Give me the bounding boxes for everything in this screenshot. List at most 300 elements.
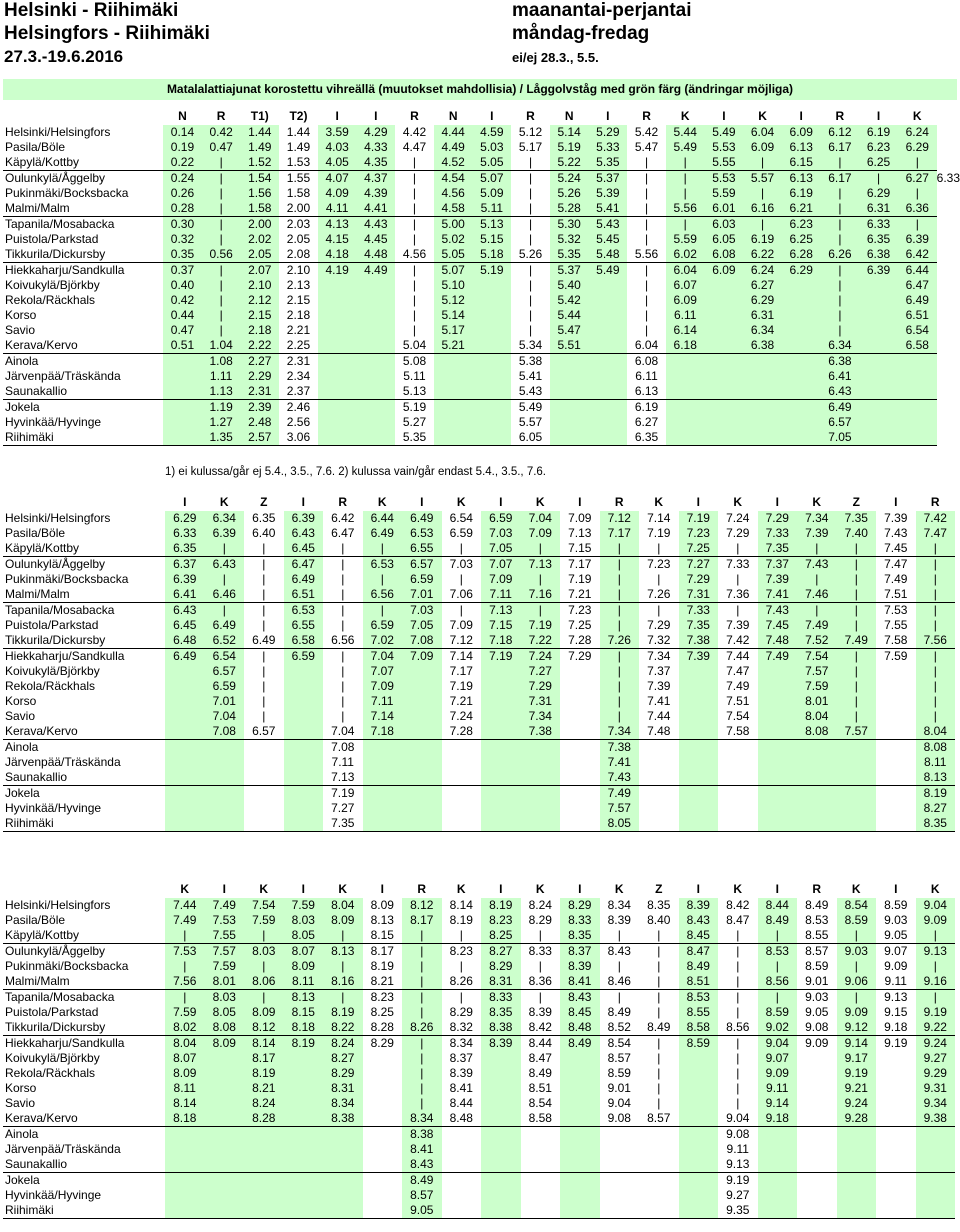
departure-time: 7.17 [449, 664, 473, 678]
station-name: Puistola/Parkstad [5, 232, 99, 246]
departure-time [481, 1096, 521, 1111]
departure-time: 6.49 [205, 618, 245, 633]
station-row [3, 816, 955, 832]
departure-time: 4.42 [402, 125, 427, 139]
departure-time: 9.01 [797, 974, 837, 990]
departure-time [639, 801, 679, 816]
departure-time [758, 1157, 798, 1173]
departure-time: 7.47 [726, 664, 750, 678]
train-letter: R [526, 108, 535, 123]
departure-time [600, 1188, 640, 1203]
departure-time [876, 1142, 916, 1157]
departure-time: | [402, 1051, 442, 1066]
station-row [3, 140, 960, 155]
departure-time [205, 1127, 245, 1143]
departure-time [859, 430, 898, 446]
timetable-2 [3, 493, 955, 832]
departure-time [521, 801, 561, 816]
departure-time: 7.39 [679, 649, 719, 665]
departure-time: 8.44 [449, 1096, 473, 1110]
station-name: Ainola [5, 354, 39, 368]
departure-time: | [718, 928, 758, 944]
departure-time: | [758, 928, 798, 944]
departure-time: 7.34 [600, 724, 640, 740]
departure-time [679, 1081, 719, 1096]
departure-time: | [323, 541, 363, 557]
departure-time [837, 755, 877, 770]
departure-time [356, 354, 395, 370]
departure-time [205, 1081, 245, 1096]
departure-time [284, 770, 324, 786]
departure-time [442, 1173, 482, 1189]
departure-time [205, 1142, 245, 1157]
station-row [3, 1036, 955, 1052]
departure-time: 8.29 [370, 1036, 394, 1050]
departure-time: | [363, 603, 403, 619]
departure-time [165, 786, 205, 802]
departure-time [743, 415, 782, 430]
departure-time: 7.26 [639, 587, 679, 603]
departure-time [705, 400, 744, 416]
departure-time: 8.31 [481, 974, 521, 990]
departure-time: 7.49 [797, 618, 837, 633]
departure-time: 7.55 [205, 928, 245, 944]
departure-time: 6.33 [165, 526, 205, 541]
departure-time: | [916, 649, 956, 665]
departure-time: | [363, 541, 403, 557]
departure-time: | [736, 990, 740, 1004]
departure-time: 8.46 [600, 974, 640, 990]
departure-time: 6.59 [481, 511, 521, 526]
departure-time: | [743, 155, 782, 171]
departure-time [284, 709, 324, 724]
station-row [3, 308, 960, 323]
departure-time: 1.44 [240, 125, 279, 140]
departure-time: 8.14 [449, 898, 473, 912]
departure-time: | [395, 155, 434, 171]
departure-time [898, 400, 937, 416]
departure-time [600, 1142, 640, 1157]
departure-time: 2.18 [240, 323, 279, 338]
departure-time [244, 816, 284, 832]
departure-time: 2.00 [240, 217, 279, 233]
departure-time: 0.44 [163, 308, 202, 323]
departure-time: 8.43 [607, 944, 631, 958]
departure-time [473, 338, 512, 354]
departure-time [356, 293, 395, 308]
departure-time: 6.01 [705, 201, 744, 217]
departure-time: 8.01 [205, 974, 245, 990]
departure-time: 4.48 [356, 247, 395, 263]
departure-time: 6.35 [165, 541, 205, 557]
departure-time [666, 415, 705, 430]
departure-time: 7.27 [331, 801, 355, 815]
station-row [3, 679, 955, 694]
departure-time: | [511, 155, 550, 171]
departure-time: | [617, 959, 621, 973]
train-letter: K [733, 494, 743, 509]
departure-time: 1.49 [240, 140, 279, 155]
departure-time [165, 1173, 205, 1189]
departure-time: | [402, 1036, 442, 1052]
departure-time: 5.11 [403, 369, 426, 383]
departure-time: 1.44 [286, 125, 311, 139]
departure-time [205, 801, 245, 816]
departure-time: 5.49 [589, 263, 628, 279]
departure-time: | [916, 679, 956, 694]
departure-time: 2.00 [279, 201, 318, 217]
departure-time: 8.19 [284, 1036, 324, 1052]
departure-time [560, 786, 600, 802]
departure-time: 8.41 [560, 974, 600, 990]
departure-time: 9.21 [837, 1081, 877, 1096]
departure-time: | [412, 293, 417, 307]
station-name: Korso [5, 308, 37, 322]
departure-time [797, 1096, 837, 1111]
departure-time: 7.06 [442, 587, 482, 603]
departure-time [550, 415, 589, 430]
departure-time [323, 1127, 363, 1143]
departure-time: 5.45 [589, 232, 628, 247]
header-blank [3, 880, 165, 898]
departure-time: 6.31 [859, 201, 898, 217]
departure-time: | [244, 959, 284, 974]
departure-time: 8.09 [323, 913, 363, 928]
departure-time: 2.29 [240, 369, 279, 384]
departure-time [284, 1096, 324, 1111]
departure-time [481, 1066, 521, 1081]
departure-time: | [202, 293, 241, 308]
departure-time: 7.59 [165, 1005, 205, 1020]
departure-time: 8.42 [521, 1020, 561, 1036]
departure-time: 7.49 [600, 786, 640, 802]
departure-time [481, 786, 521, 802]
departure-time: 6.39 [859, 263, 898, 279]
departure-time: 7.59 [244, 913, 284, 928]
departure-time: 6.16 [743, 201, 782, 217]
departure-time [705, 278, 744, 293]
departure-time: | [666, 155, 705, 171]
departure-time: 0.51 [163, 338, 202, 354]
departure-time: 4.13 [318, 217, 357, 233]
departure-time [434, 430, 473, 446]
departure-time: 6.57 [205, 664, 245, 679]
departure-time: 9.11 [876, 974, 916, 990]
departure-time: | [528, 308, 533, 322]
departure-time [473, 354, 512, 370]
departure-time [705, 308, 744, 323]
departure-time: 5.56 [627, 247, 666, 263]
station-name: Malmi/Malm [3, 201, 163, 217]
station-name: Jokela [5, 1173, 40, 1187]
station-name: Helsinki/Helsingfors [5, 125, 111, 139]
departure-time: 5.10 [434, 278, 473, 293]
departure-time: 7.08 [331, 740, 355, 754]
departure-time: 5.19 [550, 140, 589, 155]
departure-time: 7.35 [758, 541, 798, 557]
departure-time: 7.27 [521, 664, 561, 679]
low-floor-legend: Matalalattiajunat korostettu vihreällä (muutokset mahdollisia) / Låggolvståg med grön färg (ändringar möjliga) [3, 79, 957, 100]
station-row [3, 959, 955, 974]
departure-time [363, 1142, 403, 1157]
departure-time: 8.33 [528, 944, 552, 958]
departure-time: 2.12 [240, 293, 279, 308]
train-letter: K [535, 494, 545, 509]
departure-time [163, 430, 202, 446]
departure-time [639, 770, 679, 786]
departure-time: 6.09 [782, 125, 821, 140]
departure-time: 6.02 [666, 247, 705, 263]
station-row [3, 232, 960, 247]
departure-time [442, 1142, 482, 1157]
departure-time [589, 384, 628, 400]
departure-time [782, 278, 821, 293]
departure-time: 1.35 [202, 430, 241, 446]
departure-time: 8.45 [679, 928, 719, 944]
departure-time: | [341, 557, 345, 571]
departure-time: 7.03 [449, 557, 473, 571]
departure-time [363, 1096, 403, 1111]
departure-time [363, 801, 403, 816]
train-letter: I [301, 494, 305, 509]
departure-time: 7.49 [726, 679, 750, 693]
departure-time: 7.24 [726, 511, 750, 525]
departure-time: 4.49 [434, 140, 473, 155]
departure-time: 6.49 [402, 511, 442, 526]
departure-time: 7.34 [647, 649, 671, 663]
departure-time: 3.59 [318, 125, 357, 140]
departure-time [284, 1173, 324, 1189]
departure-time: 6.13 [782, 140, 821, 155]
departure-time: 1.58 [286, 186, 311, 200]
departure-time: 4.45 [356, 232, 395, 247]
station-name: Tikkurila/Dickursby [3, 1020, 165, 1036]
station-name: Malmi/Malm [3, 974, 165, 990]
departure-time: 8.31 [323, 1081, 363, 1096]
departure-time: 1.04 [202, 338, 241, 354]
departure-time [481, 740, 521, 756]
departure-time: 7.47 [884, 557, 908, 571]
departure-time [560, 740, 600, 756]
departure-time: 8.49 [679, 959, 719, 974]
departure-time [679, 664, 719, 679]
departure-time: 9.19 [837, 1066, 877, 1081]
station-name: Käpylä/Kottby [3, 928, 165, 944]
route-title-sv: Helsingfors - Riihimäki [4, 23, 210, 44]
departure-time [205, 1188, 245, 1203]
departure-time: | [402, 959, 442, 974]
departure-time: 7.03 [402, 603, 442, 619]
departure-time [473, 400, 512, 416]
departure-time [560, 709, 600, 724]
departure-time [284, 694, 324, 709]
departure-time: 7.29 [568, 649, 592, 663]
departure-time [521, 1142, 561, 1157]
departure-time: 7.08 [205, 724, 245, 740]
departure-time: 6.19 [859, 125, 898, 140]
departure-time: | [736, 944, 740, 958]
departure-time [163, 384, 202, 400]
departure-time: 2.15 [286, 293, 311, 307]
station-name: Pukinmäki/Bocksbacka [5, 186, 129, 200]
departure-time: 6.18 [666, 338, 705, 354]
departure-time [356, 384, 395, 400]
departure-time: 7.53 [205, 913, 245, 928]
departure-time [859, 400, 898, 416]
departure-time: 7.04 [363, 649, 403, 665]
station-row [3, 649, 955, 665]
departure-time: 6.59 [402, 572, 442, 587]
departure-time [782, 338, 821, 354]
departure-time [758, 694, 798, 709]
departure-time [837, 1203, 877, 1219]
departure-time: 8.54 [607, 1036, 631, 1050]
station-row [3, 944, 955, 960]
departure-time: 5.47 [634, 140, 659, 154]
departure-time: 8.59 [758, 1005, 798, 1020]
departure-time: 0.28 [163, 201, 202, 217]
departure-time: 7.15 [481, 618, 521, 633]
station-row [3, 603, 955, 619]
departure-time: 6.39 [165, 572, 205, 587]
departure-time: 7.59 [284, 898, 324, 913]
departure-time [442, 1203, 482, 1219]
departure-time [165, 816, 205, 832]
departure-time: 6.47 [331, 526, 355, 540]
departure-time [318, 323, 357, 338]
departure-time: 8.14 [244, 1036, 284, 1052]
departure-time [481, 1157, 521, 1173]
train-letter: I [499, 881, 503, 896]
departure-time: | [459, 959, 463, 973]
departure-time: 8.09 [205, 1036, 245, 1052]
departure-time [589, 400, 628, 416]
train-letter: I [499, 494, 503, 509]
departure-time [318, 278, 357, 293]
departure-time: | [412, 263, 417, 277]
departure-time [244, 740, 284, 756]
departure-time: | [262, 557, 266, 571]
departure-time: | [528, 293, 533, 307]
departure-time: | [262, 709, 266, 723]
departure-time [679, 679, 719, 694]
departure-time: 5.19 [402, 400, 427, 414]
departure-time: 6.38 [821, 354, 860, 370]
departure-time: 7.38 [521, 724, 561, 740]
departure-time [560, 1157, 600, 1173]
departure-time: 2.31 [286, 354, 311, 368]
departure-time: 9.08 [726, 1127, 750, 1141]
departure-time: 2.25 [279, 338, 318, 354]
departure-time [402, 679, 442, 694]
departure-time: 6.37 [165, 557, 205, 573]
departure-time: | [402, 1005, 442, 1020]
departure-time: 6.09 [666, 293, 705, 308]
departure-time: 7.26 [600, 633, 640, 649]
departure-time: | [244, 990, 284, 1006]
departure-time [481, 709, 521, 724]
departure-time: | [341, 709, 345, 723]
departure-time: 9.03 [884, 913, 908, 927]
departure-time [898, 384, 937, 400]
train-letter: R [216, 108, 226, 123]
departure-time: 6.46 [205, 587, 245, 603]
departure-time: 7.39 [758, 572, 798, 587]
departure-time: | [202, 278, 241, 293]
station-row [3, 913, 955, 928]
departure-time: 7.49 [837, 633, 877, 649]
departure-time: 6.29 [165, 511, 205, 526]
departure-time: 6.17 [821, 171, 860, 187]
departure-time: | [837, 959, 877, 974]
departure-time [560, 679, 600, 694]
departure-time: 9.03 [837, 944, 877, 960]
departure-time [244, 786, 284, 802]
departure-time: 9.05 [876, 928, 916, 944]
departure-time: | [821, 263, 860, 279]
departure-time: 6.29 [782, 263, 821, 279]
departure-time [442, 755, 482, 770]
departure-time: 7.45 [758, 618, 798, 633]
departure-time: 7.19 [331, 786, 355, 800]
departure-time [244, 1173, 284, 1189]
departure-time: 5.14 [550, 125, 589, 140]
departure-time [679, 1157, 719, 1173]
departure-time: 6.08 [634, 354, 659, 368]
departure-time: 7.39 [726, 618, 750, 632]
station-name: Pasila/Böle [5, 140, 66, 154]
departure-time: 7.11 [363, 694, 403, 709]
departure-time: | [244, 587, 284, 603]
departure-time: 7.43 [884, 526, 908, 540]
departure-time [284, 801, 324, 816]
departure-time: 9.24 [837, 1096, 877, 1111]
departure-time [473, 293, 512, 308]
departure-time [898, 369, 937, 384]
departure-time [639, 755, 679, 770]
departure-time: 5.32 [550, 232, 589, 247]
departure-time: | [837, 541, 877, 557]
train-letter: I [490, 108, 494, 123]
departure-time [473, 323, 512, 338]
departure-time: 0.42 [163, 293, 202, 308]
departure-time [318, 338, 357, 354]
departure-time: 5.17 [434, 323, 473, 338]
departure-time: 7.16 [521, 587, 561, 603]
departure-time [859, 415, 898, 430]
departure-time: | [837, 649, 877, 665]
departure-time [318, 384, 357, 400]
departure-time [718, 740, 758, 756]
departure-time: | [202, 323, 241, 338]
departure-time [165, 1203, 205, 1219]
departure-time [318, 369, 357, 384]
departure-time: 1.27 [202, 415, 241, 430]
departure-time: 5.27 [402, 415, 427, 429]
departure-time: 5.12 [434, 293, 473, 308]
departure-time: 8.56 [758, 974, 798, 990]
departure-time [244, 1188, 284, 1203]
departure-time: 9.38 [916, 1111, 956, 1127]
departure-time: 6.12 [821, 125, 860, 140]
departure-time: | [262, 694, 266, 708]
departure-time: 6.56 [363, 587, 403, 603]
departure-time: | [837, 618, 877, 633]
departure-time: | [600, 618, 640, 633]
departure-time [550, 430, 589, 446]
departure-time: | [837, 572, 877, 587]
train-letter: K [851, 881, 861, 896]
